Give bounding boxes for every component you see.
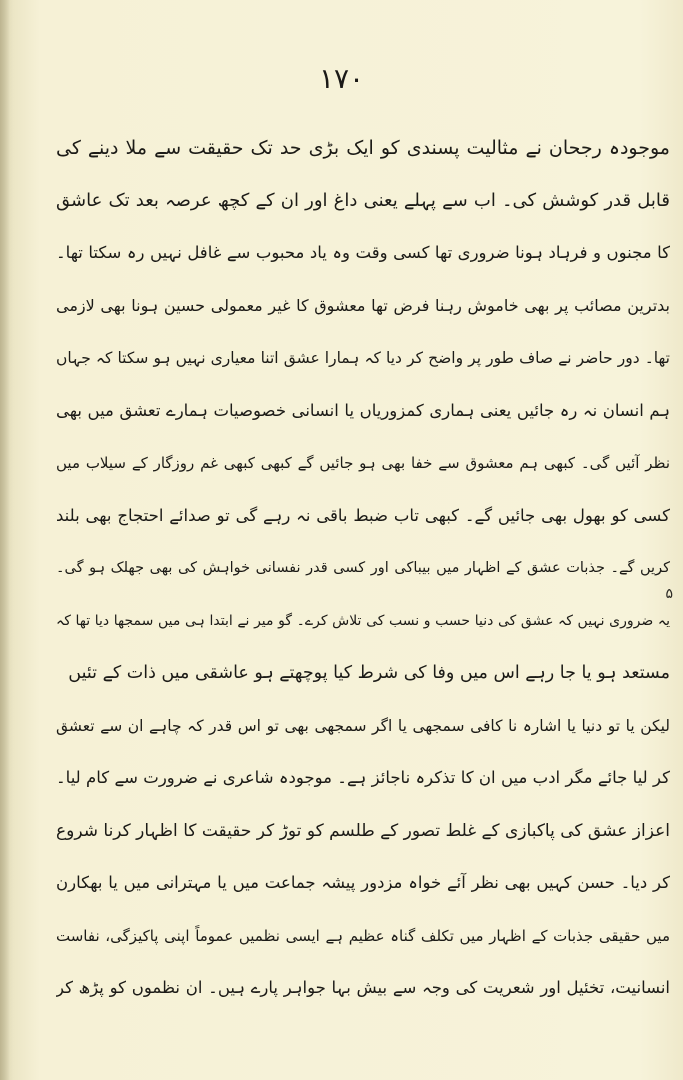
text-line: موجودہ رجحان نے مثالیت پسندی کو ایک بڑی حد تک حقیقت سے ملا دینے کی xyxy=(56,137,670,159)
binding-shadow xyxy=(0,0,10,1080)
text-line: بدترین مصائب پر بھی خاموش رہنا فرض تھا معشوق کا غیر معمولی حسین ہونا بھی لازمی xyxy=(56,295,670,315)
text-line: کا مجنوں و فرہاد ہونا ضروری تھا کسی وقت وہ یاد محبوب سے غافل نہیں رہ سکتا تھا۔ xyxy=(56,243,670,262)
text-line: قابل قدر کوشش کی۔ اب سے پہلے یعنی داغ اور ان کے کچھ عرصہ بعد تک عاشق xyxy=(56,189,670,211)
body-text xyxy=(56,122,670,1015)
text-line: اعزاز عشق کی پاکبازی کے غلط تصور کے طلسم کو توڑ کر حقیقت کا اظہار کرنا شروع xyxy=(56,820,670,841)
text-line: ہم انسان نہ رہ جائیں یعنی ہماری کمزوریاں یا انسانی خصوصیات ہمارے تعشق میں بھی xyxy=(56,400,670,420)
text-line: نظر آئیں گی۔ کبھی ہم معشوق سے خفا بھی ہو جائیں گے کبھی کبھی غم روزگار کے سیلاب میں xyxy=(56,454,670,472)
verse-line: مستعد ہو یا جا رہے اس میں وفا کی شرط کیا پوچھتے ہو عاشقی میں ذات کے تئیں xyxy=(68,663,670,683)
text-line: کر لیا جائے مگر ادب میں ان کا تذکرہ ناجائز ہے۔ موجودہ شاعری نے ضرورت سے کام لیا۔ xyxy=(56,768,670,787)
margin-footnote-mark: ۵ xyxy=(665,586,673,602)
text-line: کریں گے۔ جذبات عشق کے اظہار میں بیباکی اور کسی قدر نفسانی خواہش کی بھی جھلک ہو گی۔ xyxy=(56,560,670,576)
page-number: ۱۷۰ xyxy=(318,62,365,95)
text-line: تھا۔ دور حاضر نے صاف طور پر واضح کر دیا کہ ہمارا عشق اتنا معیاری نہیں ہو سکتا کہ جہاں xyxy=(56,349,670,367)
text-line: یہ ضروری نہیں کہ عشق کی دنیا حسب و نسب کی تلاش کرے۔ گو میر نے ابتدا ہی میں سمجھا دیا تھا کہ xyxy=(56,612,670,629)
text-line: انسانیت، تخئیل اور شعریت کی وجہ سے بیش بہا جواہر پارے ہیں۔ ان نظموں کو پڑھ کر xyxy=(56,978,670,997)
text-line: کسی کو بھول بھی جائیں گے۔ کبھی تاب ضبط باقی نہ رہے گی تو صدائے احتجاج بھی بلند xyxy=(56,505,670,525)
text-line: کر دیا۔ حسن کہیں بھی نظر آئے خواہ مزدور پیشہ جماعت میں یا مہترانی میں یا بھکارن xyxy=(56,873,670,892)
text-line: لیکن یا تو دنیا یا اشارہ نا کافی سمجھی یا اگر سمجھی بھی تو اس قدر کہ چاہے ان سے تعشق xyxy=(56,716,670,735)
text-line: میں حقیقی جذبات کے اظہار میں تکلف گناہ عظیم ہے ایسی نظمیں عموماً اپنی پاکیزگی، نفاست xyxy=(56,926,670,945)
